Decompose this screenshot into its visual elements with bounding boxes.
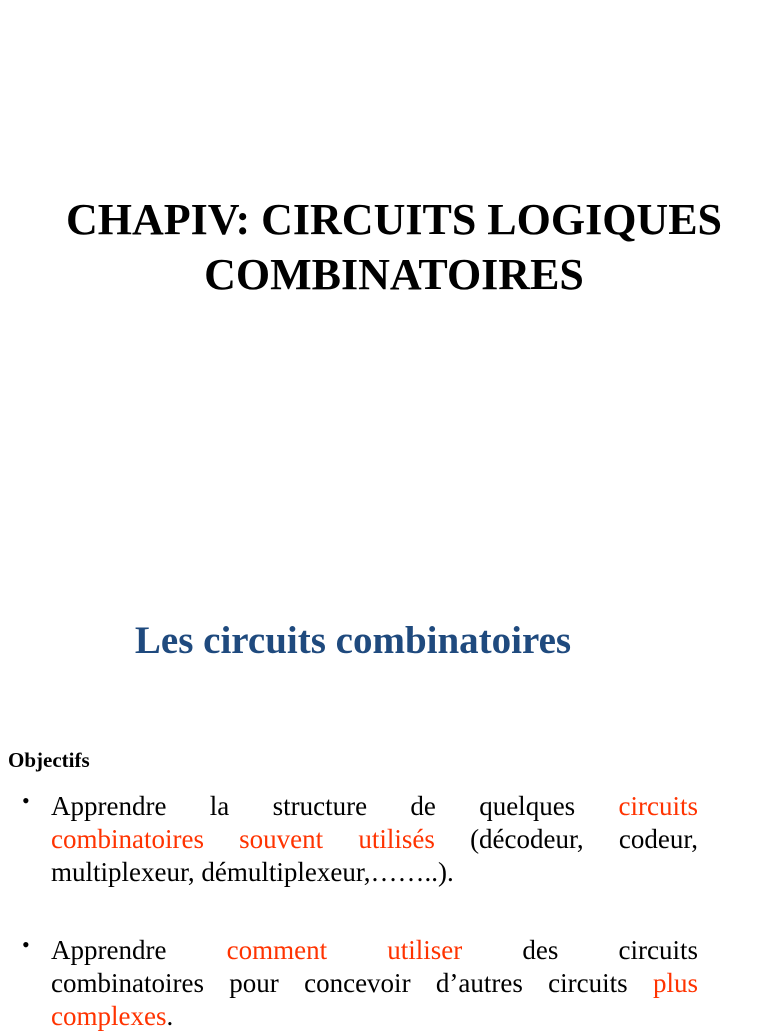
body-text: Apprendre la structure de quelques [51,791,619,821]
bullet-item-2 [22,932,699,1033]
highlighted-text: complexes [51,1001,167,1031]
body-text: . [166,1001,174,1031]
bullet-icon: • [22,932,30,957]
highlighted-text: comment utiliser [226,935,463,965]
objectives-label: Objectifs [8,748,90,772]
body-text: (décodeur, codeur, [434,824,698,854]
highlighted-text: plus [652,968,698,998]
highlighted-text: circuits [618,791,698,821]
text-line [51,934,698,967]
text-line [51,1000,698,1033]
body-text: multiplexeur, démultiplexeur,……..). [51,857,454,887]
title-line-1: CHAPIV: CIRCUITS LOGIQUES [65,195,723,244]
text-line [51,856,698,889]
text-line [51,967,698,1000]
bullet-item-1 [22,788,698,889]
title-line-2: COMBINATOIRES [204,250,584,299]
text-line [51,823,698,856]
bullet-icon: • [22,788,30,813]
body-text: des circuits [462,935,699,965]
slide-title [20,192,768,302]
text-line [51,790,698,823]
body-text: Apprendre [51,935,227,965]
body-text: combinatoires pour concevoir d’autres circuits [51,968,653,998]
section-heading: Les circuits combinatoires [134,619,572,662]
highlighted-text: combinatoires souvent utilisés [51,824,435,854]
